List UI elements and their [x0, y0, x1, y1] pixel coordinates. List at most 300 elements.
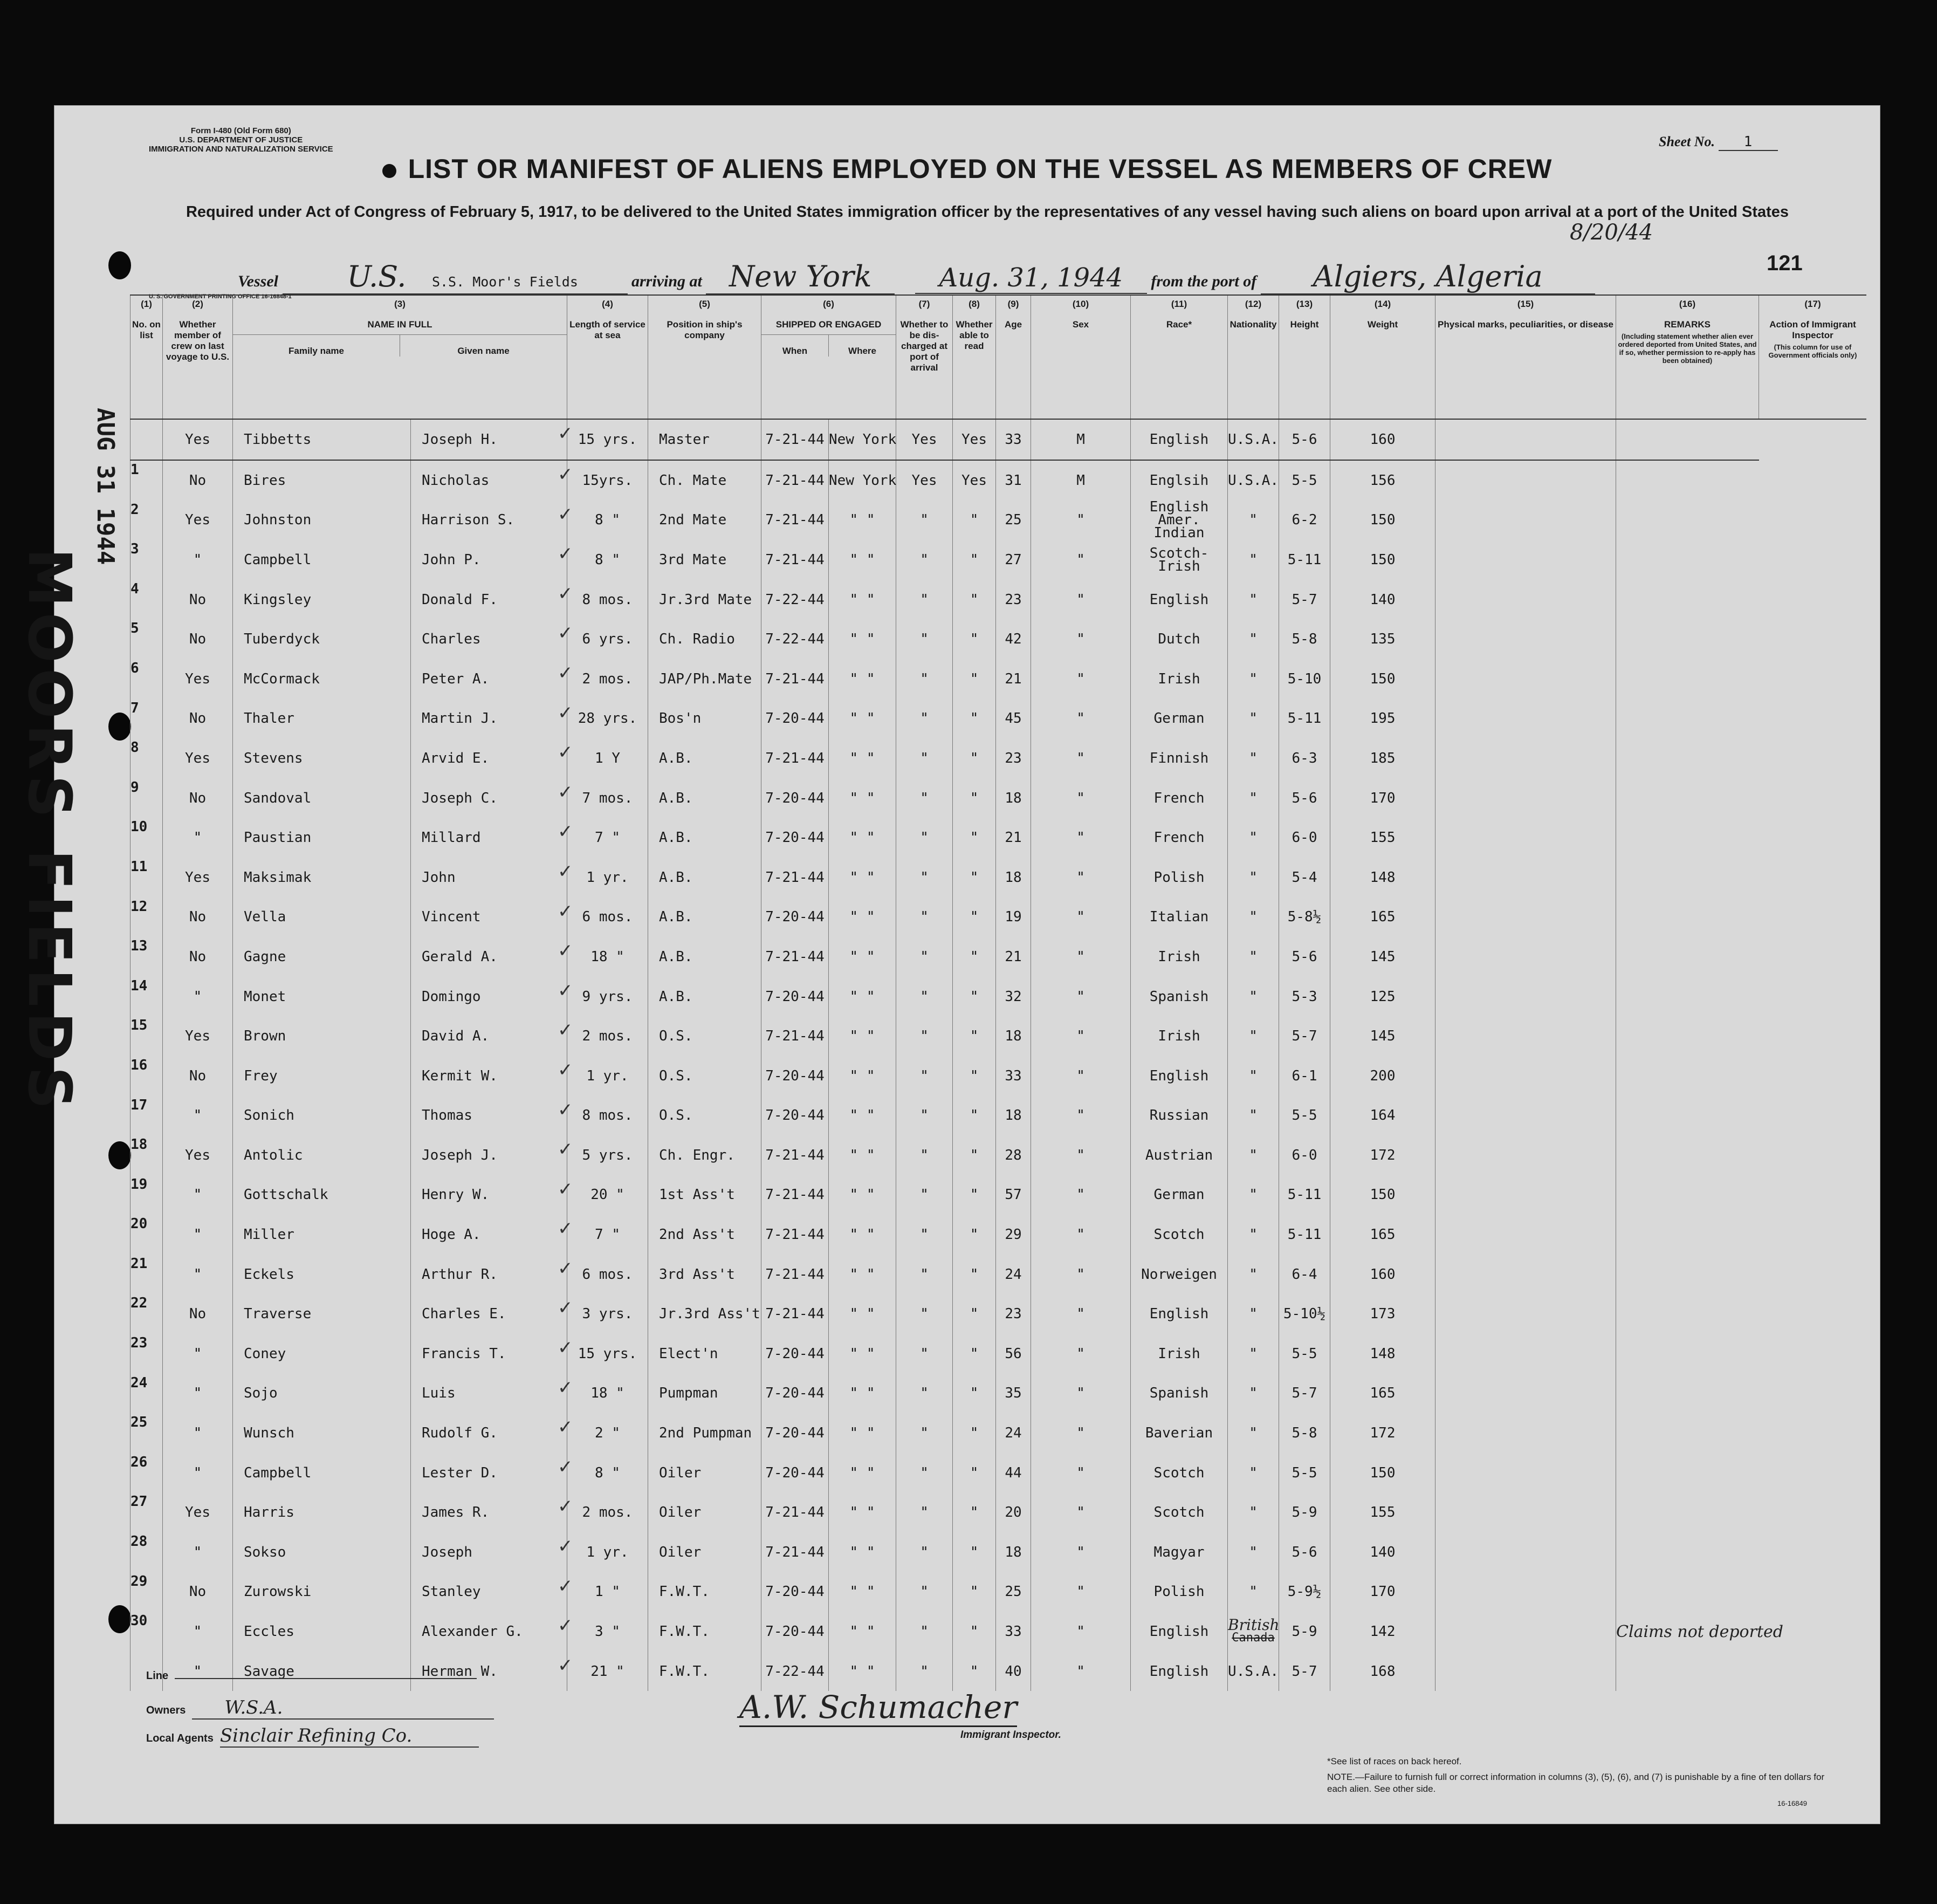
shipped-when-cell: 7-21-44	[761, 501, 829, 540]
footer-line-row	[146, 1670, 477, 1682]
last-voyage-cell: "	[163, 1612, 233, 1652]
shipped-when-cell: 7-22-44	[761, 619, 829, 659]
table-row	[130, 738, 1867, 778]
col-header-position: (5) Position in ship's company	[648, 295, 761, 419]
service-length-cell	[558, 1255, 648, 1295]
position-cell: A.B.	[648, 977, 761, 1017]
family-name-cell: Stevens	[233, 738, 411, 778]
age-cell: 18	[996, 1016, 1031, 1056]
table-row	[130, 1532, 1867, 1572]
shipped-when-cell: 7-21-44	[761, 1135, 829, 1175]
shipped-when-cell: 7-20-44	[761, 778, 829, 818]
discharged-cell: "	[896, 1175, 953, 1215]
discharged-cell: "	[896, 501, 953, 540]
last-voyage-cell: "	[163, 977, 233, 1017]
line-value	[175, 1678, 477, 1679]
checkmark-icon: ✓	[558, 1654, 573, 1676]
discharged-cell: "	[896, 619, 953, 659]
last-voyage-cell: "	[163, 1334, 233, 1374]
family-name-cell: Traverse	[233, 1294, 411, 1334]
checkmark-icon: ✓	[558, 860, 573, 882]
service-length-text: 8 "	[595, 512, 620, 529]
height-cell: 5-6	[1279, 937, 1330, 977]
weight-cell: 135	[1330, 619, 1435, 659]
last-voyage-cell: "	[163, 1215, 233, 1255]
race-cell: Scotch	[1131, 1215, 1228, 1255]
last-voyage-cell: No	[163, 1294, 233, 1334]
height-cell: 5-7	[1279, 580, 1330, 620]
penalty-note: NOTE.—Failure to furnish full or correct information in columns (3), (5), (6), and (7) is punishable by a fine of ten dollars for each alien. See other side.	[1327, 1772, 1825, 1794]
form-number: Form I-480 (Old Form 680)	[190, 126, 291, 135]
page-title-text: LIST OR MANIFEST OF ALIENS EMPLOYED ON THE VESSEL AS MEMBERS OF CREW	[408, 154, 1553, 184]
checkmark-icon: ✓	[558, 1536, 573, 1558]
footer-agents-row	[146, 1725, 479, 1748]
col-header-sex: (10) Sex	[1031, 295, 1131, 419]
table-row	[130, 778, 1867, 818]
service-length-text: 5 yrs.	[582, 1147, 633, 1163]
row-number: 10	[130, 818, 163, 858]
nationality-cell: "	[1228, 1492, 1279, 1532]
weight-cell: 195	[1330, 699, 1435, 739]
service-length-text: 2 mos.	[582, 1504, 633, 1521]
remarks-cell	[1616, 1453, 1759, 1493]
age-cell: 23	[996, 580, 1031, 620]
table-row	[130, 1572, 1867, 1612]
shipped-where-cell: " "	[829, 1612, 896, 1652]
shipped-where-cell: " "	[829, 659, 896, 699]
able-to-read-cell: "	[953, 1652, 996, 1691]
able-to-read-cell: "	[953, 1572, 996, 1612]
last-voyage-cell: "	[163, 1374, 233, 1414]
height-cell: 5-9½	[1279, 1572, 1330, 1612]
row-number: 21	[130, 1255, 163, 1295]
height-cell: 5-11	[1279, 540, 1330, 580]
physical-marks-cell	[1435, 937, 1616, 977]
position-cell: Oiler	[648, 1532, 761, 1572]
race-cell: Irish	[1131, 659, 1228, 699]
nationality-cell: "	[1228, 1135, 1279, 1175]
weight-cell: 142	[1330, 1612, 1435, 1652]
checkmark-icon: ✓	[558, 583, 573, 605]
punch-hole	[108, 1605, 131, 1633]
col-header-physical-marks: (15) Physical marks, peculiarities, or disease	[1435, 295, 1616, 419]
remarks-cell	[1616, 858, 1759, 898]
remarks-cell	[1616, 659, 1759, 699]
table-row	[130, 1492, 1867, 1532]
row-number: 13	[130, 937, 163, 977]
sex-cell: "	[1031, 540, 1131, 580]
discharged-cell: "	[896, 977, 953, 1017]
service-length-text: 15 yrs.	[578, 1345, 637, 1362]
checkmark-icon: ✓	[558, 980, 573, 1002]
family-name-cell: Tibbetts	[233, 419, 411, 460]
discharged-cell: "	[896, 1135, 953, 1175]
position-cell: A.B.	[648, 778, 761, 818]
position-cell: F.W.T.	[648, 1572, 761, 1612]
checkmark-icon: ✓	[558, 821, 573, 843]
service-length-text: 7 "	[595, 830, 620, 846]
position-cell: Jr.3rd Mate	[648, 580, 761, 620]
agents-value: Sinclair Refining Co.	[220, 1725, 479, 1748]
family-name-cell: Miller	[233, 1215, 411, 1255]
sex-cell: "	[1031, 898, 1131, 937]
family-name-cell: Kingsley	[233, 580, 411, 620]
received-stamp: AUG 31 1944	[92, 408, 119, 565]
table-row	[130, 580, 1867, 620]
shipped-when-cell: 7-22-44	[761, 1652, 829, 1691]
row-number: 28	[130, 1532, 163, 1572]
row-number: 12	[130, 898, 163, 937]
race-cell: German	[1131, 1175, 1228, 1215]
sex-cell: "	[1031, 619, 1131, 659]
height-cell: 5-11	[1279, 1175, 1330, 1215]
given-name-cell: Millard	[411, 818, 567, 858]
weight-cell: 160	[1330, 1255, 1435, 1295]
physical-marks-cell	[1435, 1374, 1616, 1414]
service-length-text: 6 mos.	[582, 1266, 633, 1283]
physical-marks-cell	[1435, 540, 1616, 580]
checkmark-icon: ✓	[558, 1337, 573, 1359]
nationality-cell: U.S.A.	[1228, 460, 1279, 501]
discharged-cell: "	[896, 858, 953, 898]
height-cell: 5-5	[1279, 1096, 1330, 1136]
physical-marks-cell	[1435, 1255, 1616, 1295]
sex-cell: "	[1031, 1453, 1131, 1493]
checkmark-icon: ✓	[558, 1456, 573, 1478]
table-row	[130, 1255, 1867, 1295]
weight-cell: 155	[1330, 1492, 1435, 1532]
remarks-cell	[1616, 460, 1759, 501]
discharged-cell: "	[896, 1413, 953, 1453]
service-length-text: 1 yr.	[586, 1544, 629, 1560]
discharged-cell: "	[896, 1453, 953, 1493]
shipped-when-cell: 7-21-44	[761, 1016, 829, 1056]
age-cell: 18	[996, 858, 1031, 898]
service-length-text: 2 mos.	[582, 1028, 633, 1045]
able-to-read-cell: "	[953, 818, 996, 858]
shipped-when-cell: 7-20-44	[761, 818, 829, 858]
row-number: 4	[130, 580, 163, 620]
service-length-cell	[558, 1413, 648, 1453]
position-cell: 2nd Mate	[648, 501, 761, 540]
physical-marks-cell	[1435, 738, 1616, 778]
discharged-cell: "	[896, 1572, 953, 1612]
printing-office-note: U. S. GOVERNMENT PRINTING OFFICE 16-16848-1	[149, 293, 292, 300]
nationality-cell: "	[1228, 659, 1279, 699]
weight-cell: 148	[1330, 858, 1435, 898]
physical-marks-cell	[1435, 1175, 1616, 1215]
vessel-line	[238, 259, 1595, 294]
col-header-inspector-action: (17) Action of Immigrant Inspector (This column for use of Government officials only)	[1759, 295, 1866, 419]
physical-marks-cell	[1435, 1215, 1616, 1255]
age-cell: 24	[996, 1255, 1031, 1295]
table-row	[130, 937, 1867, 977]
table-row	[130, 1215, 1867, 1255]
corner-code: 16-16849	[1777, 1799, 1807, 1807]
given-name-cell: Charles	[411, 619, 567, 659]
family-name-cell: Frey	[233, 1056, 411, 1096]
able-to-read-cell: "	[953, 540, 996, 580]
table-row	[130, 818, 1867, 858]
race-cell: German	[1131, 699, 1228, 739]
shipped-where-cell: " "	[829, 1374, 896, 1414]
race-cell: Irish	[1131, 1334, 1228, 1374]
position-cell: Master	[648, 419, 761, 460]
position-cell: O.S.	[648, 1096, 761, 1136]
sex-cell: "	[1031, 1255, 1131, 1295]
row-number: 17	[130, 1096, 163, 1136]
service-length-text: 6 yrs.	[582, 631, 633, 648]
shipped-where-cell: " "	[829, 580, 896, 620]
checkmark-icon: ✓	[558, 1218, 573, 1240]
last-voyage-cell: No	[163, 937, 233, 977]
checkmark-icon: ✓	[558, 1178, 573, 1200]
family-name-cell: Paustian	[233, 818, 411, 858]
discharged-cell: "	[896, 898, 953, 937]
given-name-cell: Gerald A.	[411, 937, 567, 977]
given-name-cell: Joseph H.	[411, 419, 567, 460]
given-name-cell: Charles E.	[411, 1294, 567, 1334]
sex-cell: "	[1031, 659, 1131, 699]
given-name-cell: Hoge A.	[411, 1215, 567, 1255]
physical-marks-cell	[1435, 580, 1616, 620]
last-voyage-cell: No	[163, 619, 233, 659]
race-cell: Scotch-Irish	[1131, 540, 1228, 580]
race-cell: Polish	[1131, 1572, 1228, 1612]
height-cell: 6-0	[1279, 1135, 1330, 1175]
sex-cell: "	[1031, 1374, 1131, 1414]
height-cell: 5-11	[1279, 1215, 1330, 1255]
able-to-read-cell: Yes	[953, 460, 996, 501]
last-voyage-cell: Yes	[163, 1492, 233, 1532]
family-name-cell: Thaler	[233, 699, 411, 739]
service-length-cell	[558, 659, 648, 699]
able-to-read-cell: "	[953, 1612, 996, 1652]
position-cell: 2nd Ass't	[648, 1215, 761, 1255]
table-row	[130, 1056, 1867, 1096]
sex-cell: "	[1031, 1175, 1131, 1215]
service-length-cell	[558, 460, 648, 501]
shipped-where-cell: " "	[829, 501, 896, 540]
col-header-no: (1) No. on list	[130, 295, 163, 419]
service-length-text: 7 "	[595, 1227, 620, 1243]
family-name-cell: Gottschalk	[233, 1175, 411, 1215]
able-to-read-cell: "	[953, 1215, 996, 1255]
nationality-cell: "	[1228, 1453, 1279, 1493]
position-cell: 3rd Ass't	[648, 1255, 761, 1295]
shipped-when-cell: 7-20-44	[761, 1374, 829, 1414]
sex-cell: "	[1031, 1135, 1131, 1175]
row-number: 2	[130, 501, 163, 540]
physical-marks-cell	[1435, 898, 1616, 937]
remarks-cell	[1616, 818, 1759, 858]
last-voyage-cell: "	[163, 1255, 233, 1295]
service-length-cell	[558, 937, 648, 977]
family-name-cell: Sonich	[233, 1096, 411, 1136]
table-row	[130, 1334, 1867, 1374]
family-name-cell: Campbell	[233, 1453, 411, 1493]
shipped-where-cell: " "	[829, 1294, 896, 1334]
position-cell: Pumpman	[648, 1374, 761, 1414]
family-name-cell: Sojo	[233, 1374, 411, 1414]
position-cell: A.B.	[648, 818, 761, 858]
physical-marks-cell	[1435, 858, 1616, 898]
checkmark-icon: ✓	[558, 622, 573, 645]
age-cell: 18	[996, 778, 1031, 818]
row-number: 3	[130, 540, 163, 580]
last-voyage-cell: Yes	[163, 738, 233, 778]
checkmark-icon: ✓	[558, 781, 573, 803]
physical-marks-cell	[1435, 1334, 1616, 1374]
weight-cell: 170	[1330, 1572, 1435, 1612]
height-cell: 5-6	[1279, 778, 1330, 818]
col-header-discharged: (7) Whether to be dis-charged at port of arrival	[896, 295, 953, 419]
sex-cell: "	[1031, 1532, 1131, 1572]
sex-cell: "	[1031, 1652, 1131, 1691]
weight-cell: 150	[1330, 540, 1435, 580]
shipped-when-cell: 7-20-44	[761, 1056, 829, 1096]
col-header-service: (4) Length of service at sea	[567, 295, 648, 419]
row-number: 27	[130, 1492, 163, 1532]
service-length-cell	[558, 1532, 648, 1572]
service-length-cell	[558, 1572, 648, 1612]
nationality-cell: "	[1228, 1334, 1279, 1374]
shipped-where-cell: " "	[829, 1056, 896, 1096]
vessel-name: S.S. Moor's Fields	[431, 274, 578, 290]
service-length-text: 7 mos.	[582, 790, 633, 806]
shipped-when-cell: 7-22-44	[761, 580, 829, 620]
service-length-text: 9 yrs.	[582, 988, 633, 1005]
service-length-text: 21 "	[590, 1663, 624, 1680]
sex-cell: "	[1031, 818, 1131, 858]
sex-cell: "	[1031, 699, 1131, 739]
table-row	[130, 1374, 1867, 1414]
last-voyage-cell: "	[163, 1175, 233, 1215]
physical-marks-cell	[1435, 1572, 1616, 1612]
position-cell: Ch. Radio	[648, 619, 761, 659]
sex-cell: "	[1031, 1215, 1131, 1255]
age-cell: 18	[996, 1096, 1031, 1136]
row-number: 15	[130, 1016, 163, 1056]
col-header-age: (9) Age	[996, 295, 1031, 419]
height-cell: 6-4	[1279, 1255, 1330, 1295]
height-cell: 6-2	[1279, 501, 1330, 540]
sex-cell: "	[1031, 1492, 1131, 1532]
race-cell: Finnish	[1131, 738, 1228, 778]
given-name-cell: Nicholas	[411, 460, 567, 501]
able-to-read-cell: "	[953, 501, 996, 540]
race-cell: Dutch	[1131, 619, 1228, 659]
given-name-cell: Arthur R.	[411, 1255, 567, 1295]
able-to-read-cell: "	[953, 1016, 996, 1056]
shipped-where-cell: New York	[829, 460, 896, 501]
last-voyage-cell: "	[163, 1413, 233, 1453]
checkmark-icon: ✓	[558, 742, 573, 764]
height-cell: 5-6	[1279, 1532, 1330, 1572]
remarks-cell	[1616, 1532, 1759, 1572]
shipped-where-cell: " "	[829, 858, 896, 898]
remarks-cell	[1616, 937, 1759, 977]
family-name-cell: Brown	[233, 1016, 411, 1056]
sex-cell: "	[1031, 778, 1131, 818]
vessel-flag: U.S.	[347, 259, 407, 293]
given-name-cell: Arvid E.	[411, 738, 567, 778]
row-number	[130, 419, 163, 460]
sex-cell: "	[1031, 501, 1131, 540]
service-length-cell	[558, 699, 648, 739]
row-number: 25	[130, 1413, 163, 1453]
shipped-where-cell: " "	[829, 1532, 896, 1572]
able-to-read-cell: "	[953, 1175, 996, 1215]
service-length-cell	[558, 1334, 648, 1374]
height-cell: 6-1	[1279, 1056, 1330, 1096]
given-name-cell: Martin J.	[411, 699, 567, 739]
col-header-remarks: (16) REMARKS (Including statement whether alien ever ordered deported from United States, and if so, whether permission to re-apply has been obtained)	[1616, 295, 1759, 419]
family-name-cell: Maksimak	[233, 858, 411, 898]
last-voyage-cell: No	[163, 580, 233, 620]
checkmark-icon: ✓	[558, 940, 573, 962]
remarks-cell	[1616, 1135, 1759, 1175]
sex-cell: "	[1031, 1294, 1131, 1334]
sex-cell: "	[1031, 1572, 1131, 1612]
row-number: 30	[130, 1612, 163, 1652]
handwritten-date: 8/20/44	[1570, 220, 1653, 245]
physical-marks-cell	[1435, 501, 1616, 540]
service-length-cell	[558, 1652, 648, 1691]
shipped-when-cell: 7-21-44	[761, 1175, 829, 1215]
service-length-text: 18 "	[590, 948, 624, 965]
able-to-read-cell: Yes	[953, 419, 996, 460]
form-identifier	[149, 126, 333, 154]
nationality-cell: "	[1228, 1572, 1279, 1612]
nationality-cell: "	[1228, 580, 1279, 620]
service-length-text: 1 "	[595, 1584, 620, 1600]
row-number: 11	[130, 858, 163, 898]
service-length-cell	[558, 977, 648, 1017]
service-length-text: 3 yrs.	[582, 1306, 633, 1323]
sex-cell: "	[1031, 738, 1131, 778]
discharged-cell: "	[896, 659, 953, 699]
row-number: 19	[130, 1175, 163, 1215]
table-row	[130, 619, 1867, 659]
sex-cell: "	[1031, 1413, 1131, 1453]
shipped-where-cell: " "	[829, 1255, 896, 1295]
height-cell: 5-9	[1279, 1492, 1330, 1532]
physical-marks-cell	[1435, 619, 1616, 659]
position-cell: Ch. Engr.	[648, 1135, 761, 1175]
able-to-read-cell: "	[953, 1096, 996, 1136]
weight-cell: 145	[1330, 1016, 1435, 1056]
table-row	[130, 858, 1867, 898]
race-cell: French	[1131, 778, 1228, 818]
age-cell: 40	[996, 1652, 1031, 1691]
last-voyage-cell: No	[163, 699, 233, 739]
able-to-read-cell: "	[953, 1334, 996, 1374]
able-to-read-cell: "	[953, 937, 996, 977]
given-name-cell: Lester D.	[411, 1453, 567, 1493]
race-cell: Irish	[1131, 1016, 1228, 1056]
age-cell: 21	[996, 659, 1031, 699]
weight-cell: 164	[1330, 1096, 1435, 1136]
family-name-cell: Tuberdyck	[233, 619, 411, 659]
able-to-read-cell: "	[953, 898, 996, 937]
remarks-cell	[1616, 1096, 1759, 1136]
given-name-cell: Harrison S.	[411, 501, 567, 540]
row-number: 16	[130, 1056, 163, 1096]
checkmark-icon: ✓	[558, 900, 573, 922]
race-cell: Spanish	[1131, 977, 1228, 1017]
height-cell: 5-4	[1279, 858, 1330, 898]
